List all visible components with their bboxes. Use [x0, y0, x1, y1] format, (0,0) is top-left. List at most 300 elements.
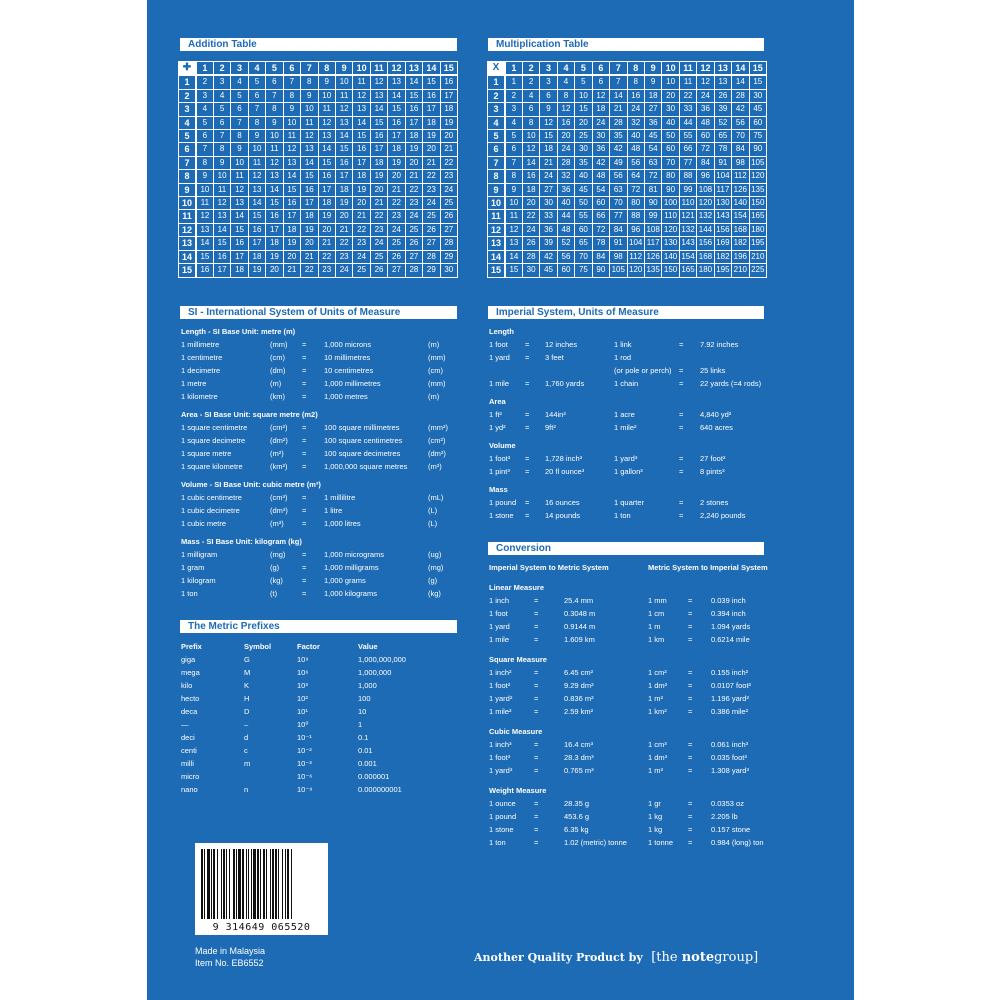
cell: 1 milligram — [181, 550, 218, 559]
table-cell: 150 — [749, 197, 766, 210]
cell: = — [688, 838, 693, 847]
cell: (cm) — [270, 353, 285, 362]
table-cell: 22 — [335, 237, 352, 250]
row-header: 13 — [179, 237, 196, 250]
list-item — [489, 351, 779, 364]
cell: 1 km² — [648, 707, 667, 716]
column-header: 9 — [335, 62, 352, 76]
table-cell: 6 — [213, 116, 230, 129]
table-cell: 100 — [662, 197, 679, 210]
table-cell: 10 — [522, 130, 539, 143]
barcode-bar — [257, 849, 259, 919]
table-cell: 84 — [697, 156, 714, 169]
table-cell: 17 — [301, 197, 318, 210]
cell: 10² — [297, 694, 308, 703]
column-header: 10 — [662, 62, 679, 76]
cell: = — [302, 449, 307, 458]
column-header: 12 — [388, 62, 405, 76]
cell: = — [688, 596, 693, 605]
cell: 1 pound — [489, 498, 517, 507]
table-cell: 180 — [749, 223, 766, 236]
table-cell: 15 — [353, 130, 370, 143]
table-cell: 35 — [575, 156, 592, 169]
table-cell: 4 — [231, 75, 248, 89]
table-cell: 23 — [370, 223, 387, 236]
cell: = — [688, 753, 693, 762]
brand-bracket-close: ] — [753, 950, 759, 965]
barcode-bar — [287, 849, 289, 919]
table-cell: 182 — [714, 250, 731, 263]
column-header: 2 — [213, 62, 230, 76]
cell: = — [302, 576, 307, 585]
table-cell: 10 — [575, 89, 592, 102]
table-cell: 10 — [196, 183, 213, 196]
cell: 1 gr — [648, 799, 661, 808]
table-cell: 42 — [610, 143, 627, 156]
table-cell: 14 — [248, 197, 265, 210]
cell: = — [679, 467, 684, 476]
cell: centi — [181, 746, 197, 755]
table-row — [179, 143, 458, 156]
cell: 0.6214 mile — [711, 635, 750, 644]
table-cell: 13 — [318, 130, 335, 143]
group-heading: Cubic Measure — [489, 727, 543, 736]
cell: = — [302, 589, 307, 598]
table-cell: 110 — [679, 197, 696, 210]
cell: 1 pound — [489, 812, 517, 821]
cell: 10⁻⁶ — [297, 772, 313, 781]
column-header: Factor — [297, 642, 320, 651]
cell: 453.6 g — [564, 812, 590, 821]
table-cell: 14 — [522, 156, 539, 169]
table-cell: 50 — [575, 197, 592, 210]
table-cell: 27 — [440, 223, 457, 236]
table-cell: 29 — [423, 264, 440, 277]
table-cell: 16 — [370, 130, 387, 143]
cell: (cm²) — [428, 436, 446, 445]
barcode-bar — [282, 849, 283, 919]
table-cell: 15 — [318, 156, 335, 169]
cell: 1 gallon³ — [614, 467, 643, 476]
row-header: 2 — [488, 89, 505, 102]
table-cell: 16 — [318, 170, 335, 183]
table-cell: 24 — [697, 89, 714, 102]
row-header: 6 — [179, 143, 196, 156]
table-cell: 11 — [266, 143, 283, 156]
row-header: 7 — [488, 156, 505, 169]
cell: 1 ton — [489, 838, 506, 847]
table-cell: 2 — [505, 89, 522, 102]
cell: 1 square centimetre — [181, 423, 248, 432]
cell: 9.29 dm² — [564, 681, 594, 690]
table-row — [179, 210, 458, 223]
barcode-bar — [291, 849, 292, 919]
row-header: 7 — [179, 156, 196, 169]
table-cell: 72 — [627, 183, 644, 196]
cell: 2.59 km² — [564, 707, 594, 716]
cell: (mm) — [270, 340, 288, 349]
table-cell: 10 — [213, 170, 230, 183]
cell: (mg) — [428, 563, 444, 572]
made-in: Made in Malaysia — [195, 946, 266, 956]
cell: 10⁻³ — [297, 759, 312, 768]
cell: = — [302, 366, 307, 375]
si-title: SI - International System of Units of Measure — [180, 306, 457, 319]
table-cell: 22 — [679, 89, 696, 102]
cell: micro — [181, 772, 200, 781]
table-cell: 6 — [196, 130, 213, 143]
table-cell: 19 — [405, 143, 422, 156]
cell: (dm) — [270, 366, 286, 375]
table-cell: 15 — [423, 75, 440, 89]
table-cell: 21 — [370, 197, 387, 210]
table-cell: 14 — [335, 130, 352, 143]
table-row — [488, 210, 767, 223]
table-cell: 91 — [610, 237, 627, 250]
cell: (kg) — [270, 576, 283, 585]
table-cell: 21 — [440, 143, 457, 156]
table-cell: 20 — [662, 89, 679, 102]
table-cell: 11 — [353, 75, 370, 89]
table-cell: 15 — [405, 89, 422, 102]
cell: = — [525, 511, 530, 520]
table-cell: 36 — [592, 143, 609, 156]
table-cell: 98 — [732, 156, 749, 169]
table-cell: 22 — [370, 210, 387, 223]
cell: 1 dm² — [648, 681, 668, 690]
column-header: 4 — [557, 62, 574, 76]
table-cell: 15 — [248, 210, 265, 223]
table-cell: 112 — [627, 250, 644, 263]
table-cell: 15 — [231, 223, 248, 236]
cell: giga — [181, 655, 196, 664]
table-cell: 12 — [370, 75, 387, 89]
table-cell: 14 — [213, 223, 230, 236]
table-row — [488, 156, 767, 169]
table-cell: 7 — [266, 89, 283, 102]
row-header: 8 — [488, 170, 505, 183]
table-cell: 112 — [732, 170, 749, 183]
table-cell: 18 — [353, 170, 370, 183]
cell: d — [244, 733, 249, 742]
table-cell: 55 — [679, 130, 696, 143]
table-cell: 15 — [505, 264, 522, 277]
cell: 1,000,000 square metres — [324, 462, 408, 471]
table-cell: 9 — [540, 103, 557, 116]
table-cell: 56 — [627, 156, 644, 169]
table-cell: 19 — [301, 223, 318, 236]
cell: 1.094 yards — [711, 622, 751, 631]
cell: 144in² — [545, 410, 566, 419]
table-row — [179, 197, 458, 210]
cell: (m³) — [270, 519, 284, 528]
table-row — [488, 264, 767, 277]
table-row — [179, 89, 458, 102]
table-cell: 60 — [749, 116, 766, 129]
barcode-bar — [253, 849, 256, 919]
barcode-bar — [266, 849, 267, 919]
table-cell: 15 — [575, 103, 592, 116]
cell: 10 millimetres — [324, 353, 371, 362]
cell: = — [688, 766, 693, 775]
table-cell: 16 — [627, 89, 644, 102]
table-cell: 21 — [301, 250, 318, 263]
column-header: 12 — [697, 62, 714, 76]
table-cell: 42 — [592, 156, 609, 169]
table-row — [488, 143, 767, 156]
table-cell: 8 — [196, 156, 213, 169]
cell: = — [688, 609, 693, 618]
table-cell: 20 — [522, 197, 539, 210]
table-cell: 24 — [522, 223, 539, 236]
table-cell: 140 — [662, 250, 679, 263]
table-cell: 16 — [423, 89, 440, 102]
list-item — [489, 633, 789, 646]
imperial-title: Imperial System, Units of Measure — [488, 306, 764, 319]
table-cell: 77 — [610, 210, 627, 223]
table-cell: 23 — [423, 183, 440, 196]
cell: (mm²) — [428, 423, 448, 432]
addition-table-title: Addition Table — [180, 38, 457, 51]
cell: = — [688, 668, 693, 677]
table-cell: 23 — [440, 170, 457, 183]
cell: (dm²) — [428, 449, 446, 458]
cell: = — [688, 799, 693, 808]
cell: 1 cubic metre — [181, 519, 227, 528]
column-header: 10 — [353, 62, 370, 76]
column-header: 5 — [266, 62, 283, 76]
column-header: 15 — [749, 62, 766, 76]
row-header: 13 — [488, 237, 505, 250]
cell: 28.35 g — [564, 799, 590, 808]
table-cell: 3 — [540, 75, 557, 89]
cell: 22 yards (=4 rods) — [700, 379, 762, 388]
table-row — [179, 156, 458, 169]
table-cell: 48 — [557, 223, 574, 236]
cell: 1 cm — [648, 609, 665, 618]
conversion-title: Conversion — [488, 542, 764, 555]
barcode-bar — [221, 849, 222, 919]
cell: = — [534, 681, 539, 690]
cell: 0.1 — [358, 733, 369, 742]
table-cell: 45 — [749, 103, 766, 116]
table-cell: 16 — [388, 116, 405, 129]
cell: = — [688, 707, 693, 716]
cell: 10⁻² — [297, 746, 312, 755]
table-cell: 10 — [318, 89, 335, 102]
table-cell: 12 — [540, 116, 557, 129]
table-cell: 88 — [679, 170, 696, 183]
table-cell: 27 — [405, 250, 422, 263]
table-cell: 17 — [231, 250, 248, 263]
table-cell: 2 — [196, 75, 213, 89]
table-cell: 5 — [213, 103, 230, 116]
cell: = — [679, 340, 684, 349]
cell: 1 ounce — [489, 799, 516, 808]
table-cell: 9 — [266, 116, 283, 129]
table-cell: 22 — [318, 250, 335, 263]
table-cell: 10 — [266, 130, 283, 143]
cell: 1 ton — [181, 589, 198, 598]
cell: 1.02 (metric) tonne — [564, 838, 627, 847]
table-cell: 20 — [557, 130, 574, 143]
table-cell: 7 — [231, 116, 248, 129]
column-header: 15 — [440, 62, 457, 76]
barcode-bar — [238, 849, 241, 919]
cell: 27 foot³ — [700, 454, 726, 463]
table-cell: 8 — [557, 89, 574, 102]
table-cell: 11 — [196, 197, 213, 210]
list-item — [181, 517, 471, 530]
cell: (dm³) — [270, 506, 288, 515]
table-cell: 13 — [335, 116, 352, 129]
table-cell: 154 — [679, 250, 696, 263]
table-cell: 24 — [627, 103, 644, 116]
cell: 7.92 inches — [700, 340, 739, 349]
table-cell: 24 — [353, 250, 370, 263]
table-cell: 210 — [732, 264, 749, 277]
table-row — [179, 116, 458, 129]
table-cell: 19 — [248, 264, 265, 277]
row-header: 8 — [179, 170, 196, 183]
cell: 0.039 inch — [711, 596, 746, 605]
table-cell: 20 — [440, 130, 457, 143]
table-cell: 20 — [388, 170, 405, 183]
table-cell: 168 — [732, 223, 749, 236]
cell: = — [534, 596, 539, 605]
table-cell: 45 — [540, 264, 557, 277]
table-cell: 11 — [335, 89, 352, 102]
table-cell: 14 — [266, 183, 283, 196]
cell: — — [181, 720, 189, 729]
column-header: 6 — [283, 62, 300, 76]
table-cell: 18 — [370, 156, 387, 169]
cell: 1 square decimetre — [181, 436, 246, 445]
table-header-row — [179, 62, 458, 76]
list-item — [489, 594, 789, 607]
table-cell: 12 — [318, 116, 335, 129]
cell: = — [688, 622, 693, 631]
cell: 1 foot³ — [489, 753, 511, 762]
multiplication-table — [487, 61, 767, 278]
table-cell: 3 — [505, 103, 522, 116]
cell: = — [534, 753, 539, 762]
table-cell: 20 — [335, 210, 352, 223]
cell: 640 acres — [700, 423, 733, 432]
cell: 1 cubic centimetre — [181, 493, 242, 502]
table-cell: 6 — [231, 103, 248, 116]
table-cell: 165 — [679, 264, 696, 277]
cell: = — [688, 681, 693, 690]
barcode-bar — [285, 849, 286, 919]
table-cell: 16 — [196, 264, 213, 277]
table-cell: 90 — [749, 143, 766, 156]
table-row — [179, 250, 458, 263]
prefix-row — [181, 757, 471, 770]
cell: 2.205 lb — [711, 812, 738, 821]
cell: 25.4 mm — [564, 596, 594, 605]
list-item — [489, 620, 789, 633]
cell: = — [688, 825, 693, 834]
table-cell: 25 — [423, 210, 440, 223]
table-cell: 8 — [505, 170, 522, 183]
prefix-row — [181, 744, 471, 757]
list-item — [181, 460, 471, 473]
table-cell: 4 — [213, 89, 230, 102]
table-cell: 88 — [627, 210, 644, 223]
table-cell: 1 — [505, 75, 522, 89]
table-row — [179, 183, 458, 196]
table-cell: 10 — [231, 156, 248, 169]
table-cell: 96 — [627, 223, 644, 236]
multiplication-table-title: Multiplication Table — [488, 38, 764, 51]
cell: 1 inch — [489, 596, 510, 605]
cell: (m²) — [428, 462, 442, 471]
cell: 1,000 litres — [324, 519, 361, 528]
group-heading: Mass — [489, 485, 508, 494]
table-cell: 16 — [353, 143, 370, 156]
column-header: 5 — [575, 62, 592, 76]
table-cell: 7 — [505, 156, 522, 169]
cell: 100 square decimetres — [324, 449, 401, 458]
table-cell: 13 — [283, 156, 300, 169]
cell: – — [244, 720, 249, 729]
table-cell: 10 — [301, 103, 318, 116]
table-cell: 9 — [196, 170, 213, 183]
barcode-bar — [201, 849, 203, 919]
table-row — [488, 130, 767, 143]
table-row — [488, 223, 767, 236]
cell: 1 cm³ — [648, 740, 667, 749]
table-cell: 8 — [301, 75, 318, 89]
barcode-bar — [260, 849, 261, 919]
table-cell: 15 — [388, 103, 405, 116]
cell: 1 millilitre — [324, 493, 356, 502]
barcode-bar — [242, 849, 244, 919]
cell: 1 stone — [489, 511, 514, 520]
cell: = — [534, 622, 539, 631]
table-cell: 117 — [644, 237, 661, 250]
row-header: 9 — [488, 183, 505, 196]
table-cell: 28 — [440, 237, 457, 250]
table-row — [488, 89, 767, 102]
table-cell: 16 — [335, 156, 352, 169]
table-cell: 11 — [283, 130, 300, 143]
cell: 3 feet — [545, 353, 564, 362]
list-item — [489, 823, 789, 836]
table-cell: 16 — [405, 103, 422, 116]
column-header: 7 — [610, 62, 627, 76]
table-cell: 24 — [440, 183, 457, 196]
brand-logo — [651, 950, 758, 965]
table-cell: 17 — [388, 130, 405, 143]
brand-note: note — [681, 950, 715, 965]
table-cell: 25 — [575, 130, 592, 143]
cell: 1 m² — [648, 694, 663, 703]
table-row — [179, 237, 458, 250]
table-cell: 195 — [714, 264, 731, 277]
table-cell: 52 — [557, 237, 574, 250]
column-header: 1 — [196, 62, 213, 76]
cell: 1 mile² — [614, 423, 637, 432]
table-cell: 14 — [196, 237, 213, 250]
table-cell: 18 — [301, 210, 318, 223]
table-cell: 19 — [440, 116, 457, 129]
cell: 1 mile² — [489, 707, 512, 716]
table-cell: 5 — [248, 75, 265, 89]
cell: 25 links — [700, 366, 726, 375]
list-item — [181, 548, 471, 561]
